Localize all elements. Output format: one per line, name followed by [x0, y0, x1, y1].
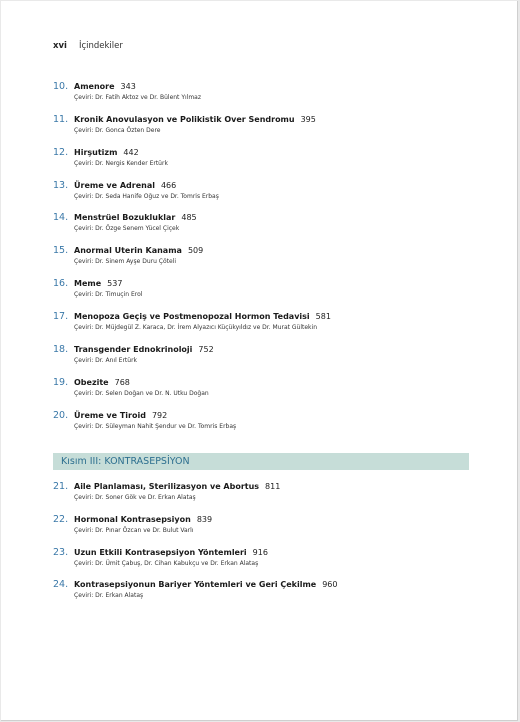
chapter-number: 15.	[53, 245, 69, 256]
chapter-number: 21.	[53, 481, 69, 492]
chapter-page: 581	[315, 312, 331, 321]
chapter-title: Amenore	[74, 82, 115, 91]
document-page	[1, 1, 518, 721]
chapter-translators: Çeviri: Dr. Seda Hanife Oğuz ve Dr. Tomris Erbaş	[74, 193, 219, 200]
chapter-page: 343	[120, 82, 136, 91]
chapter-title: Üreme ve Adrenal	[74, 181, 155, 190]
chapter-translators: Çeviri: Dr. Timuçin Erol	[74, 291, 143, 298]
chapter-number: 16.	[53, 278, 69, 289]
chapter-number: 17.	[53, 311, 69, 322]
chapter-page: 960	[322, 580, 338, 589]
chapter-title: Menopoza Geçiş ve Postmenopozal Hormon Tedavisi	[74, 312, 310, 321]
chapter-translators: Çeviri: Dr. Fatih Aktoz ve Dr. Bülent Yılmaz	[74, 94, 201, 101]
chapter-title: Hormonal Kontrasepsiyon	[74, 515, 191, 524]
chapter-title: Kontrasepsiyonun Bariyer Yöntemleri ve Geri Çekilme	[74, 580, 317, 589]
chapter-page: 792	[151, 411, 168, 420]
chapter-translators: Çeviri: Dr. Müjdegül Z. Karaca, Dr. İrem Alyazıcı Küçükyıldız ve Dr. Murat Gültekin	[74, 324, 318, 331]
chapter-translators: Çeviri: Dr. Anıl Ertürk	[74, 357, 138, 364]
chapter-number: 11.	[53, 114, 69, 125]
page-header	[53, 41, 123, 51]
chapter-translators: Çeviri: Dr. Süleyman Nahit Şendur ve Dr. Tomris Erbaş	[74, 423, 237, 430]
chapter-number: 22.	[53, 514, 69, 525]
chapter-number: 14.	[53, 212, 69, 223]
chapter-title: Obezite	[74, 378, 109, 387]
chapter-page: 752	[198, 345, 214, 354]
header-title: İçindekiler	[78, 41, 123, 51]
chapter-translators: Çeviri: Dr. Özge Senem Yücel Çiçek	[74, 225, 180, 232]
chapter-title: Hirşutizm	[74, 148, 118, 157]
chapter-translators: Çeviri: Dr. Sinem Ayşe Duru Çöteli	[74, 258, 177, 265]
chapter-title: Üreme ve Tiroid	[74, 411, 146, 420]
chapter-title: Menstrüel Bozukluklar	[74, 213, 176, 222]
chapter-number: 10.	[53, 81, 69, 92]
chapter-translators: Çeviri: Dr. Ümit Çabuş, Dr. Cihan Kabukçu ve Dr. Erkan Alataş	[74, 560, 259, 567]
chapter-page: 442	[123, 148, 139, 157]
chapter-number: 20.	[53, 410, 69, 421]
chapter-title: Meme	[74, 279, 102, 288]
chapter-number: 18.	[53, 344, 69, 355]
chapter-page: 916	[252, 548, 268, 557]
chapter-page: 537	[107, 279, 123, 288]
chapter-translators: Çeviri: Dr. Pınar Özcan ve Dr. Bulut Varlı	[74, 527, 194, 534]
chapter-title: Transgender Ednokrinoloji	[74, 345, 193, 354]
chapter-page: 485	[181, 213, 197, 222]
chapter-title: Anormal Uterin Kanama	[74, 246, 182, 255]
chapter-translators: Çeviri: Dr. Gonca Özten Dere	[74, 127, 161, 134]
page-number: xvi	[53, 41, 67, 51]
chapter-title: Kronik Anovulasyon ve Polikistik Over Sendromu	[74, 115, 295, 124]
chapter-translators: Çeviri: Dr. Erkan Alataş	[74, 592, 144, 599]
chapter-translators: Çeviri: Dr. Soner Gök ve Dr. Erkan Alataş	[74, 494, 196, 501]
chapter-page: 839	[196, 515, 213, 524]
chapter-page: 466	[160, 181, 177, 190]
chapter-translators: Çeviri: Dr. Selen Doğan ve Dr. N. Utku Doğan	[74, 390, 209, 397]
chapter-page: 509	[187, 246, 204, 255]
chapter-number: 13.	[53, 180, 69, 191]
chapter-number: 23.	[53, 547, 69, 558]
chapter-number: 24.	[53, 579, 69, 590]
chapter-title: Uzun Etkili Kontrasepsiyon Yöntemleri	[74, 548, 247, 557]
chapter-number: 12.	[53, 147, 69, 158]
chapter-translators: Çeviri: Dr. Nergis Kender Ertürk	[74, 160, 168, 167]
part-heading: Kısım III: KONTRASEPSİYON	[61, 456, 190, 467]
chapter-number: 19.	[53, 377, 69, 388]
chapter-page: 811	[265, 482, 281, 491]
part-heading-bar	[53, 453, 469, 470]
chapter-page: 395	[300, 115, 316, 124]
chapter-page: 768	[114, 378, 130, 387]
chapter-title: Aile Planlaması, Sterilizasyon ve Abortus	[74, 482, 260, 491]
